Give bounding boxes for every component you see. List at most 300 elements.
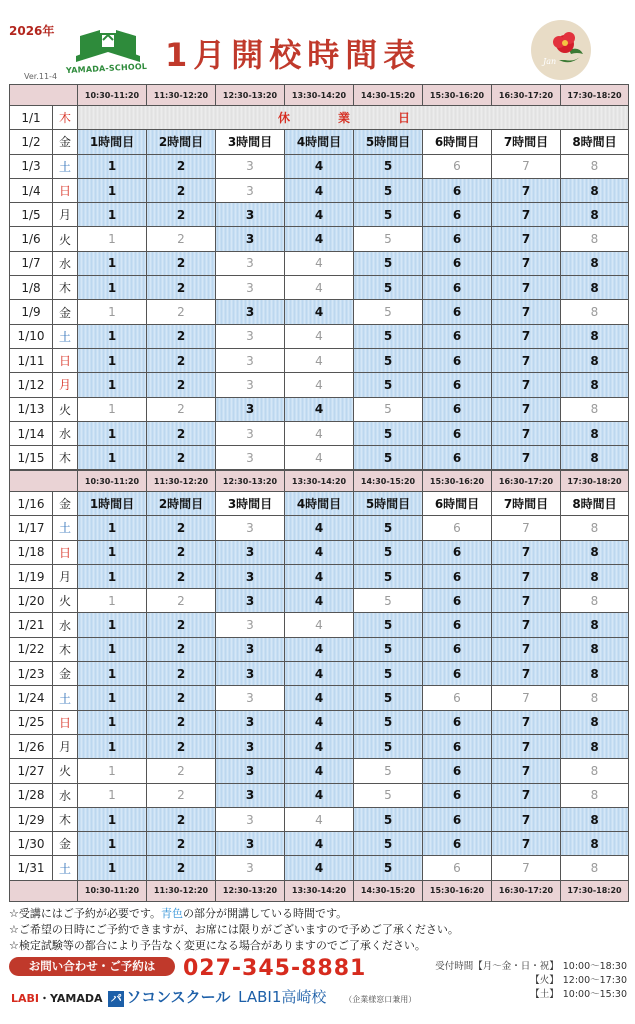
- schedule-row: [10, 324, 629, 348]
- period-open-cell: 4時間目: [285, 130, 354, 154]
- period-open-cell: 2: [147, 637, 216, 661]
- weekday-cell: 水: [53, 613, 78, 637]
- period-open-cell: 7: [492, 783, 561, 807]
- weekday-cell: 日: [53, 178, 78, 202]
- time-slot-header: 13:30-14:20: [285, 85, 354, 106]
- schedule-table-second-half: [9, 470, 629, 902]
- note-reservation: ☆受講にはご予約が必要です。青色の部分が開講している時間です。: [9, 907, 348, 920]
- period-open-cell: 5時間目: [354, 492, 423, 516]
- period-open-cell: 1: [78, 324, 147, 348]
- period-closed-cell: 4: [285, 373, 354, 397]
- period-closed-cell: 8: [561, 300, 629, 324]
- period-open-cell: 7: [492, 734, 561, 758]
- weekday-cell: 木: [53, 276, 78, 300]
- schedule-row: [10, 734, 629, 758]
- date-cell: 1/9: [10, 300, 53, 324]
- period-open-cell: 6: [423, 397, 492, 421]
- weekday-cell: 月: [53, 734, 78, 758]
- weekday-cell: 土: [53, 686, 78, 710]
- schedule-row: [10, 203, 629, 227]
- period-open-cell: 4: [285, 178, 354, 202]
- period-open-cell: 3: [216, 759, 285, 783]
- period-open-cell: 6: [423, 637, 492, 661]
- date-cell: 1/2: [10, 130, 53, 154]
- period-open-cell: 7: [492, 276, 561, 300]
- period-open-cell: 8: [561, 540, 629, 564]
- period-open-cell: 7: [492, 807, 561, 831]
- schedule-row: [10, 516, 629, 540]
- time-slot-header: 10:30-11:20: [78, 85, 147, 106]
- weekday-cell: 水: [53, 421, 78, 445]
- date-cell: 1/14: [10, 421, 53, 445]
- period-open-cell: 6: [423, 662, 492, 686]
- weekday-cell: 木: [53, 807, 78, 831]
- weekday-cell: 火: [53, 589, 78, 613]
- weekday-cell: 月: [53, 373, 78, 397]
- weekday-cell: 金: [53, 300, 78, 324]
- period-open-cell: 6: [423, 589, 492, 613]
- period-open-cell: 8: [561, 421, 629, 445]
- period-closed-cell: 4: [285, 276, 354, 300]
- period-open-cell: 6: [423, 807, 492, 831]
- weekday-cell: 火: [53, 227, 78, 251]
- period-closed-cell: 8時間目: [561, 492, 629, 516]
- period-closed-cell: 3: [216, 178, 285, 202]
- period-closed-cell: 3: [216, 324, 285, 348]
- period-open-cell: 1: [78, 276, 147, 300]
- page-header: [0, 0, 635, 84]
- period-open-cell: 6: [423, 783, 492, 807]
- period-open-cell: 4: [285, 759, 354, 783]
- date-cell: 1/26: [10, 734, 53, 758]
- period-open-cell: 7: [492, 203, 561, 227]
- period-closed-cell: 2: [147, 589, 216, 613]
- time-slot-header: 10:30-11:20: [78, 880, 147, 901]
- weekday-cell: 土: [53, 154, 78, 178]
- period-open-cell: 4: [285, 734, 354, 758]
- period-open-cell: 5: [354, 154, 423, 178]
- time-slot-header: 14:30-15:20: [354, 471, 423, 492]
- period-closed-cell: 3: [216, 807, 285, 831]
- period-closed-cell: 2: [147, 227, 216, 251]
- period-open-cell: 7: [492, 446, 561, 470]
- date-cell: 1/15: [10, 446, 53, 470]
- period-open-cell: 6: [423, 540, 492, 564]
- period-open-cell: 3: [216, 203, 285, 227]
- weekday-cell: 月: [53, 564, 78, 588]
- period-open-cell: 5: [354, 276, 423, 300]
- schedule-row: [10, 251, 629, 275]
- period-closed-cell: 5: [354, 589, 423, 613]
- period-closed-cell: 3: [216, 856, 285, 880]
- camellia-badge-icon: [531, 20, 591, 80]
- date-cell: 1/29: [10, 807, 53, 831]
- period-open-cell: 1: [78, 251, 147, 275]
- period-open-cell: 6: [423, 348, 492, 372]
- period-closed-cell: 8: [561, 589, 629, 613]
- hours-row: 【土】 10:00～15:30: [530, 989, 627, 1000]
- date-cell: 1/12: [10, 373, 53, 397]
- period-open-cell: 6: [423, 300, 492, 324]
- period-closed-cell: 1: [78, 397, 147, 421]
- period-closed-cell: 1: [78, 759, 147, 783]
- period-open-cell: 2: [147, 734, 216, 758]
- contact-label: お問い合わせ・ご予約は: [9, 957, 175, 976]
- date-cell: 1/17: [10, 516, 53, 540]
- period-closed-cell: 7: [492, 856, 561, 880]
- time-slot-header: 16:30-17:20: [492, 880, 561, 901]
- period-open-cell: 6: [423, 421, 492, 445]
- badge-text: Jan: [543, 57, 557, 66]
- date-cell: 1/5: [10, 203, 53, 227]
- schedule-row: [10, 662, 629, 686]
- period-open-cell: 5: [354, 203, 423, 227]
- weekday-cell: 火: [53, 397, 78, 421]
- period-open-cell: 5: [354, 637, 423, 661]
- date-cell: 1/10: [10, 324, 53, 348]
- period-open-cell: 1: [78, 613, 147, 637]
- weekday-cell: 金: [53, 492, 78, 516]
- period-open-cell: 7: [492, 589, 561, 613]
- period-closed-cell: 1: [78, 227, 147, 251]
- time-slot-header: 11:30-12:20: [147, 471, 216, 492]
- period-open-cell: 6: [423, 251, 492, 275]
- period-open-cell: 3: [216, 832, 285, 856]
- weekday-cell: 日: [53, 540, 78, 564]
- period-closed-cell: 7: [492, 154, 561, 178]
- period-open-cell: 4: [285, 662, 354, 686]
- weekday-cell: 水: [53, 251, 78, 275]
- period-closed-cell: 3: [216, 516, 285, 540]
- period-open-cell: 2: [147, 154, 216, 178]
- date-cell: 1/27: [10, 759, 53, 783]
- weekday-cell: 日: [53, 710, 78, 734]
- period-closed-cell: 6: [423, 856, 492, 880]
- time-header-row-bottom: [10, 880, 629, 901]
- period-open-cell: 6: [423, 734, 492, 758]
- date-cell: 1/11: [10, 348, 53, 372]
- schedule-row: [10, 856, 629, 880]
- period-open-cell: 3: [216, 397, 285, 421]
- period-open-cell: 2時間目: [147, 492, 216, 516]
- period-open-cell: 2: [147, 807, 216, 831]
- period-open-cell: 6: [423, 227, 492, 251]
- date-cell: 1/3: [10, 154, 53, 178]
- period-closed-cell: 8: [561, 227, 629, 251]
- schedule-row: [10, 178, 629, 202]
- period-closed-cell: 3: [216, 373, 285, 397]
- period-open-cell: 8: [561, 564, 629, 588]
- period-closed-cell: 8: [561, 856, 629, 880]
- period-open-cell: 5: [354, 446, 423, 470]
- period-open-cell: 5: [354, 710, 423, 734]
- period-open-cell: 2: [147, 251, 216, 275]
- time-slot-header: 15:30-16:20: [423, 880, 492, 901]
- weekday-cell: 木: [53, 637, 78, 661]
- period-open-cell: 3: [216, 227, 285, 251]
- period-closed-cell: 4: [285, 324, 354, 348]
- period-open-cell: 6: [423, 832, 492, 856]
- date-cell: 1/7: [10, 251, 53, 275]
- period-open-cell: 4: [285, 589, 354, 613]
- date-cell: 1/28: [10, 783, 53, 807]
- date-cell: 1/30: [10, 832, 53, 856]
- schedule-row: [10, 783, 629, 807]
- period-closed-cell: 3: [216, 613, 285, 637]
- period-open-cell: 5: [354, 564, 423, 588]
- period-open-cell: 1: [78, 662, 147, 686]
- period-open-cell: 8: [561, 613, 629, 637]
- period-open-cell: 8: [561, 251, 629, 275]
- period-closed-cell: 8: [561, 516, 629, 540]
- period-open-cell: 7: [492, 759, 561, 783]
- period-closed-cell: 3: [216, 251, 285, 275]
- period-open-cell: 8: [561, 662, 629, 686]
- date-cell: 1/31: [10, 856, 53, 880]
- logo-text: YAMADA-SCHOOL: [65, 61, 148, 76]
- period-open-cell: 2: [147, 832, 216, 856]
- period-open-cell: 6: [423, 564, 492, 588]
- period-open-cell: 1: [78, 540, 147, 564]
- period-open-cell: 7: [492, 373, 561, 397]
- period-open-cell: 2: [147, 564, 216, 588]
- period-open-cell: 4: [285, 300, 354, 324]
- date-cell: 1/20: [10, 589, 53, 613]
- weekday-cell: 月: [53, 203, 78, 227]
- period-open-cell: 2: [147, 373, 216, 397]
- period-open-cell: 7: [492, 251, 561, 275]
- weekday-cell: 木: [53, 106, 78, 130]
- weekday-cell: 土: [53, 856, 78, 880]
- period-open-cell: 2: [147, 710, 216, 734]
- period-open-cell: 5: [354, 686, 423, 710]
- period-closed-cell: 4: [285, 251, 354, 275]
- weekday-cell: 金: [53, 662, 78, 686]
- period-closed-cell: 4: [285, 421, 354, 445]
- period-open-cell: 1: [78, 856, 147, 880]
- period-closed-cell: 3: [216, 348, 285, 372]
- schedule-row: [10, 154, 629, 178]
- time-slot-header: 14:30-15:20: [354, 85, 423, 106]
- schedule-row: [10, 373, 629, 397]
- pc-school-name: ソコンスクール: [126, 988, 231, 1006]
- period-open-cell: 4: [285, 203, 354, 227]
- period-open-cell: 6: [423, 203, 492, 227]
- period-open-cell: 2時間目: [147, 130, 216, 154]
- date-cell: 1/25: [10, 710, 53, 734]
- period-open-cell: 2: [147, 613, 216, 637]
- time-slot-header: 14:30-15:20: [354, 880, 423, 901]
- period-open-cell: 6: [423, 613, 492, 637]
- period-open-cell: 2: [147, 686, 216, 710]
- time-slot-header: 17:30-18:20: [561, 85, 629, 106]
- period-open-cell: 7: [492, 564, 561, 588]
- period-closed-cell: 6: [423, 154, 492, 178]
- hours-row: 受付時間【月～金・日・祝】 10:00～18:30: [435, 961, 627, 972]
- period-open-cell: 7: [492, 662, 561, 686]
- pc-school-icon: パ: [108, 991, 124, 1007]
- period-open-cell: 4: [285, 397, 354, 421]
- period-closed-cell: 8: [561, 759, 629, 783]
- period-closed-cell: 3時間目: [216, 492, 285, 516]
- period-open-cell: 4: [285, 154, 354, 178]
- period-open-cell: 1: [78, 178, 147, 202]
- period-open-cell: 7: [492, 227, 561, 251]
- period-open-cell: 1: [78, 203, 147, 227]
- hours-row: 【火】 12:00～17:30: [530, 975, 627, 986]
- period-closed-cell: 1: [78, 300, 147, 324]
- campus-sub: （企業様窓口兼用）: [344, 995, 417, 1004]
- period-closed-cell: 8: [561, 783, 629, 807]
- header-corner: [10, 85, 78, 106]
- period-open-cell: 2: [147, 348, 216, 372]
- period-open-cell: 4: [285, 564, 354, 588]
- schedule-row: [10, 637, 629, 661]
- period-open-cell: 6: [423, 759, 492, 783]
- time-slot-header: 17:30-18:20: [561, 880, 629, 901]
- period-open-cell: 2: [147, 203, 216, 227]
- period-open-cell: 6: [423, 324, 492, 348]
- period-open-cell: 4: [285, 710, 354, 734]
- period-open-cell: 8: [561, 373, 629, 397]
- period-open-cell: 7: [492, 397, 561, 421]
- date-cell: 1/21: [10, 613, 53, 637]
- time-header-row: [10, 471, 629, 492]
- period-closed-cell: 7時間目: [492, 492, 561, 516]
- time-slot-header: 11:30-12:20: [147, 85, 216, 106]
- period-closed-cell: 5: [354, 300, 423, 324]
- period-open-cell: 7: [492, 300, 561, 324]
- page-title: 1月開校時間表: [165, 36, 422, 74]
- period-open-cell: 3: [216, 300, 285, 324]
- schedule-row: [10, 348, 629, 372]
- period-open-cell: 1: [78, 421, 147, 445]
- period-open-cell: 3: [216, 540, 285, 564]
- brand-footer: [11, 986, 416, 1007]
- period-open-cell: 5: [354, 613, 423, 637]
- period-open-cell: 5: [354, 348, 423, 372]
- period-open-cell: 2: [147, 662, 216, 686]
- period-open-cell: 4: [285, 227, 354, 251]
- schedule-row: [10, 130, 629, 154]
- header-corner: [10, 880, 78, 901]
- schedule-row: [10, 759, 629, 783]
- schedule-row: [10, 492, 629, 516]
- period-open-cell: 4: [285, 637, 354, 661]
- period-open-cell: 2: [147, 276, 216, 300]
- schedule-row: [10, 710, 629, 734]
- period-open-cell: 7: [492, 613, 561, 637]
- period-open-cell: 1: [78, 373, 147, 397]
- version-label: Ver.11-4: [24, 72, 58, 81]
- date-cell: 1/6: [10, 227, 53, 251]
- period-closed-cell: 1: [78, 783, 147, 807]
- period-open-cell: 6: [423, 710, 492, 734]
- period-open-cell: 7: [492, 421, 561, 445]
- reception-hours: [435, 960, 627, 1002]
- period-open-cell: 5: [354, 856, 423, 880]
- period-closed-cell: 2: [147, 783, 216, 807]
- period-open-cell: 7: [492, 540, 561, 564]
- period-open-cell: 1時間目: [78, 130, 147, 154]
- weekday-cell: 木: [53, 446, 78, 470]
- weekday-cell: 水: [53, 783, 78, 807]
- period-open-cell: 8: [561, 276, 629, 300]
- period-open-cell: 4: [285, 856, 354, 880]
- period-closed-cell: 4: [285, 613, 354, 637]
- period-closed-cell: 4: [285, 446, 354, 470]
- date-cell: 1/19: [10, 564, 53, 588]
- schedule-row: [10, 589, 629, 613]
- period-open-cell: 3: [216, 783, 285, 807]
- period-open-cell: 5: [354, 540, 423, 564]
- period-closed-cell: 3: [216, 686, 285, 710]
- period-closed-cell: 6: [423, 686, 492, 710]
- schedule-row: [10, 540, 629, 564]
- time-slot-header: 13:30-14:20: [285, 880, 354, 901]
- weekday-cell: 土: [53, 516, 78, 540]
- time-slot-header: 11:30-12:20: [147, 880, 216, 901]
- date-cell: 1/23: [10, 662, 53, 686]
- phone-number[interactable]: 027-345-8881: [183, 956, 367, 981]
- period-open-cell: 6: [423, 178, 492, 202]
- period-open-cell: 8: [561, 832, 629, 856]
- period-open-cell: 4: [285, 540, 354, 564]
- period-closed-cell: 6時間目: [423, 492, 492, 516]
- period-closed-cell: 8: [561, 686, 629, 710]
- period-open-cell: 3: [216, 662, 285, 686]
- period-closed-cell: 6時間目: [423, 130, 492, 154]
- labi-logo: LABI: [11, 992, 39, 1005]
- time-slot-header: 16:30-17:20: [492, 85, 561, 106]
- period-open-cell: 5: [354, 421, 423, 445]
- schedule-row: [10, 686, 629, 710]
- period-open-cell: 7: [492, 710, 561, 734]
- period-open-cell: 8: [561, 203, 629, 227]
- period-open-cell: 1: [78, 516, 147, 540]
- holiday-cell: 休 業 日: [78, 106, 629, 130]
- period-open-cell: 5: [354, 373, 423, 397]
- period-open-cell: 6: [423, 446, 492, 470]
- weekday-cell: 火: [53, 759, 78, 783]
- period-closed-cell: 5: [354, 397, 423, 421]
- period-open-cell: 2: [147, 856, 216, 880]
- period-open-cell: 5: [354, 807, 423, 831]
- period-open-cell: 1: [78, 154, 147, 178]
- period-open-cell: 7: [492, 348, 561, 372]
- period-open-cell: 8: [561, 178, 629, 202]
- period-open-cell: 1: [78, 637, 147, 661]
- period-closed-cell: 3: [216, 154, 285, 178]
- period-closed-cell: 2: [147, 759, 216, 783]
- weekday-cell: 土: [53, 324, 78, 348]
- weekday-cell: 金: [53, 832, 78, 856]
- period-open-cell: 3: [216, 710, 285, 734]
- period-open-cell: 8: [561, 348, 629, 372]
- period-closed-cell: 8時間目: [561, 130, 629, 154]
- period-open-cell: 8: [561, 734, 629, 758]
- period-open-cell: 5: [354, 178, 423, 202]
- period-closed-cell: 5: [354, 783, 423, 807]
- period-open-cell: 4時間目: [285, 492, 354, 516]
- date-cell: 1/18: [10, 540, 53, 564]
- period-open-cell: 8: [561, 446, 629, 470]
- period-open-cell: 3: [216, 734, 285, 758]
- period-open-cell: 3: [216, 589, 285, 613]
- period-open-cell: 8: [561, 637, 629, 661]
- date-cell: 1/13: [10, 397, 53, 421]
- period-open-cell: 4: [285, 686, 354, 710]
